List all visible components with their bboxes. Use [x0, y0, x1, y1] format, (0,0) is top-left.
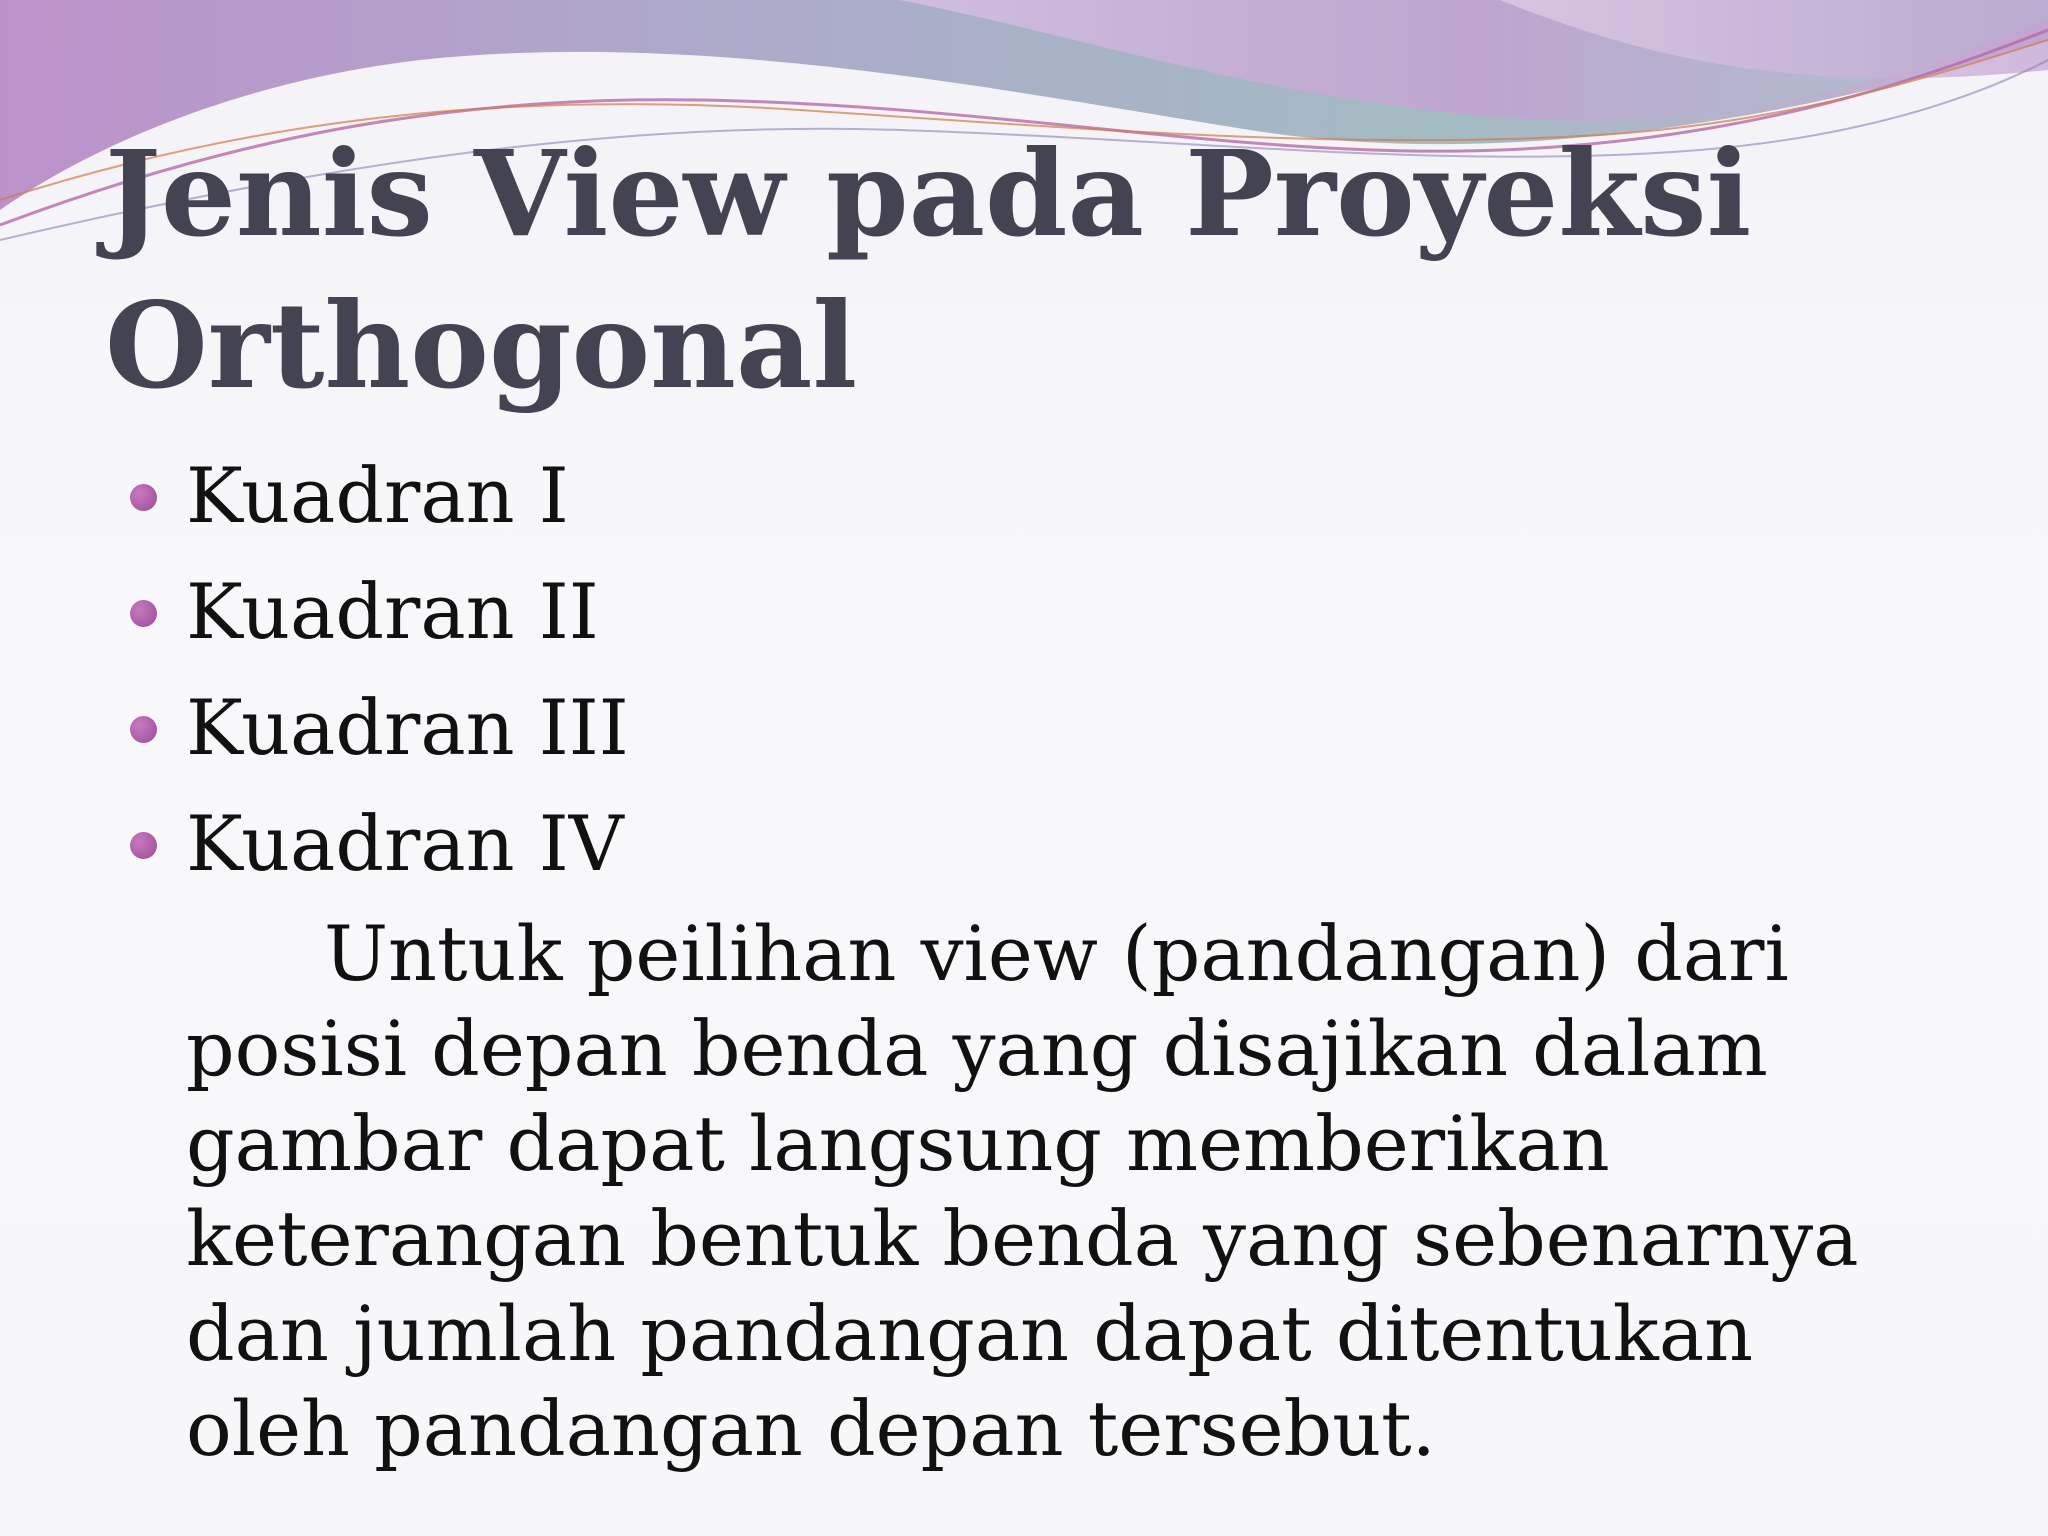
list-item — [130, 438, 629, 554]
list-item — [130, 786, 629, 902]
bullet-dot-icon — [130, 484, 157, 511]
slide-title-line-1: Jenis View pada Proyeksi — [105, 124, 1752, 263]
bullet-dot-icon — [130, 600, 157, 627]
bullet-dot-icon — [130, 716, 157, 743]
list-item — [130, 670, 629, 786]
list-item-label: Kuadran IV — [186, 799, 624, 888]
bullet-dot-icon — [130, 832, 157, 859]
bullet-list — [130, 438, 629, 902]
list-item-label: Kuadran III — [186, 683, 629, 772]
list-item — [130, 554, 629, 670]
list-item-label: Kuadran I — [186, 451, 569, 540]
slide-title — [105, 118, 1905, 422]
list-item-label: Kuadran II — [186, 567, 599, 656]
slide-title-line-2: Orthogonal — [105, 276, 858, 415]
body-paragraph: Untuk peilihan view (pandangan) dari posisi depan benda yang disajikan dalam gambar dapat langsung memberikan keterangan bentuk benda yang sebenarnya dan jumlah pandangan dapat ditentukan oleh pandangan depan tersebut. — [186, 909, 1859, 1473]
